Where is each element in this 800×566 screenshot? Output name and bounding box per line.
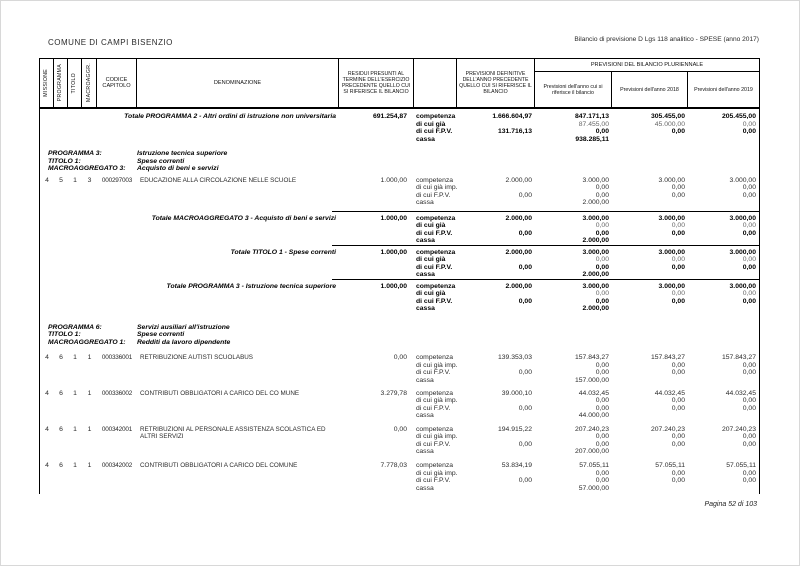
line-label: di cui già imp. [416,397,458,404]
col-header-prev-2019: Previsioni dell'anno 2019 [694,86,753,93]
row-denomination: RETRIBUZIONE AUTISTI SCUOLABUS [140,354,254,361]
amount-prev-anno: 0,00 [595,222,609,229]
amount-2018: 3.000,00 [658,248,685,256]
amount-prev-anno: 0,00 [595,404,609,412]
amount-2019: 0,00 [742,404,756,412]
amount-2018: 0,00 [671,477,685,484]
amount-prev-def: 0,00 [518,477,532,484]
row-denomination: EDUCAZIONE ALLA CIRCOLAZIONE NELLE SCUOLE [140,176,297,184]
line-label: cassa [416,376,434,384]
amount-2018: 3.000,00 [658,214,685,222]
line-label: di cui F.P.V. [416,128,453,135]
amount-prev-anno: 0,00 [595,263,609,271]
line-label: di cui già imp. [416,361,458,369]
amount-prev-anno: 0,00 [595,229,609,237]
col-header-macroaggr-label: MACROAGGR. [85,63,92,103]
line-label: di cui F.P.V. [416,263,453,271]
amount-prev-anno: 3.000,00 [582,214,609,222]
line-label: competenza [416,282,456,290]
amount-2018: 0,00 [671,256,685,263]
row-separator [332,279,759,280]
residui-amount: 1.000,00 [380,248,407,256]
code-missione: 4 [45,389,49,397]
amount-2018: 0,00 [671,361,685,369]
residui-amount: 0,00 [393,425,407,433]
amount-2018: 0,00 [671,191,685,199]
amount-2018: 207.240,23 [650,425,685,433]
amount-2018: 3.000,00 [658,282,685,290]
line-label: competenza [416,176,454,184]
code-titolo: 1 [73,425,77,433]
line-label: di cui F.P.V. [416,369,451,376]
line-label: competenza [416,389,454,397]
amount-2018: 0,00 [671,229,685,237]
amount-prev-anno: 0,00 [595,397,609,404]
amount-prev-anno: 938.285,11 [575,135,609,143]
code-missione: 4 [45,425,49,433]
section-header-line [40,158,759,166]
col-header-programma-label: PROGRAMMA [57,64,64,102]
amount-prev-def: 1.666.604,97 [492,113,532,120]
table-row [40,426,759,456]
section-value: Spese correnti [137,331,185,338]
pluriennale-title: PREVISIONI DEL BILANCIO PLURIENNALE [535,59,759,72]
col-header-prev-anno: Previsioni dell'anno cui si riferisce il bilancio [535,72,612,107]
section-label: TITOLO 1: [48,331,81,338]
amount-prev-anno: 2.000,00 [582,305,609,312]
col-header-prev-2018: Previsioni dell'anno 2018 [612,72,688,107]
table-row [40,283,759,313]
amount-2019: 0,00 [742,290,756,297]
line-label: di cui già [416,290,446,297]
col-header-missione-label: MISSIONE [43,69,50,97]
code-missione: 4 [45,176,49,184]
amount-prev-anno: 0,00 [595,361,609,369]
budget-table [39,58,760,494]
row-denomination: CONTRIBUTI OBBLIGATORI A CARICO DEL COMUNE [140,462,298,469]
line-label: competenza [416,113,456,120]
line-label: di cui già [416,120,446,128]
amount-prev-anno: 2.000,00 [582,271,609,278]
section-value: Servizi ausiliari all'istruzione [137,323,230,331]
table-row [40,354,759,384]
total-label: Totale PROGRAMMA 3 - Istruzione tecnica superiore [166,282,336,290]
code-titolo: 1 [73,389,77,397]
table-row [40,462,759,492]
amount-2018: 0,00 [671,184,685,191]
amount-2019: 0,00 [742,191,756,199]
amount-2018: 0,00 [671,369,685,376]
col-header-titolo [68,59,82,107]
amount-prev-anno: 0,00 [595,297,609,305]
amount-prev-def: 0,00 [518,229,532,237]
section-header-line [40,331,759,339]
amount-2018: 44.032,45 [654,389,685,397]
amount-2019: 0,00 [742,229,756,237]
amount-prev-anno: 0,00 [595,440,609,448]
amount-prev-anno: 57.055,11 [579,462,609,469]
code-macroaggr: 1 [87,354,92,361]
section-header-line [40,150,759,158]
amount-prev-def: 39.000,10 [501,389,532,397]
amount-2019: 3.000,00 [729,248,756,256]
amount-prev-def: 131.716,13 [497,128,532,135]
line-label: cassa [416,412,434,419]
amount-2018: 57.055,11 [655,462,685,469]
line-label: cassa [416,305,435,312]
line-label: competenza [416,354,454,361]
amount-prev-def: 53.834,19 [501,462,532,469]
line-label: cassa [416,271,435,278]
line-label: competenza [416,214,456,222]
line-label: di cui F.P.V. [416,229,453,237]
amount-2019: 0,00 [742,433,756,440]
capitolo-code: 000336001 [101,354,133,361]
amount-prev-anno: 0,00 [595,128,609,135]
amount-prev-anno: 3.000,00 [582,176,609,184]
amount-2018: 0,00 [671,404,685,412]
amount-prev-anno: 207.240,23 [574,425,609,433]
line-label: cassa [416,199,434,206]
amount-2019: 157.843,27 [721,354,756,361]
amount-prev-anno: 0,00 [595,369,609,376]
amount-2018: 3.000,00 [658,176,685,184]
amount-2018: 0,00 [671,469,685,477]
amount-prev-def: 0,00 [518,404,532,412]
amount-prev-anno: 0,00 [595,184,609,191]
line-label: di cui già imp. [416,433,458,440]
line-label: di cui F.P.V. [416,404,451,412]
line-label: di cui già imp. [416,184,458,191]
code-titolo: 1 [73,176,77,184]
col-header-residui: RESIDUI PRESUNTI AL TERMINE DELL'ESERCIZIO PRECEDENTE QUELLO CUI SI RIFERISCE IL BILANCIO [339,59,414,107]
col-header-spacer [414,59,457,107]
line-label: di cui già [416,222,446,229]
section-header-line [40,339,759,347]
col-header-denominazione: DENOMINAZIONE [137,59,339,107]
table-row [40,215,759,245]
amount-prev-anno: 0,00 [595,290,609,297]
report-title: Bilancio di previsione D Lgs 118 analitico - SPESE (anno 2017) [574,36,759,43]
col-header-macroaggr [82,59,97,107]
row-denomination: CONTRIBUTI OBBLIGATORI A CARICO DEL CO MUNE [140,389,300,397]
amount-2018: 0,00 [671,290,685,297]
amount-2019: 0,00 [742,184,756,191]
amount-2019: 0,00 [742,440,756,448]
line-label: cassa [416,448,434,455]
total-label: Totale PROGRAMMA 2 - Altri ordini di istruzione non universitaria [124,113,336,120]
amount-2019: 205.455,00 [721,113,756,120]
page-number: Pagina 52 di 103 [704,501,757,508]
amount-2019: 0,00 [742,361,756,369]
residui-amount: 1.000,00 [380,282,407,290]
line-label: cassa [416,237,435,244]
amount-prev-anno: 57.000,00 [578,484,609,492]
amount-2018: 0,00 [671,128,685,135]
capitolo-code: 000342001 [101,425,133,433]
col-header-missione [40,59,54,107]
line-label: di cui F.P.V. [416,440,451,448]
amount-prev-anno: 157.000,00 [574,376,609,384]
section-label: PROGRAMMA 6: [48,323,102,331]
capitolo-code: 000297003 [101,176,133,184]
row-separator [332,245,759,246]
section-label: MACROAGGREGATO 3: [48,165,126,172]
amount-prev-def: 139.353,03 [497,354,532,361]
residui-amount: 1.000,00 [380,214,407,222]
amount-prev-anno: 0,00 [595,477,609,484]
section-label: PROGRAMMA 3: [48,150,102,157]
residui-amount: 0,00 [393,354,407,361]
amount-2019: 207.240,23 [721,425,756,433]
amount-2019: 0,00 [742,469,756,477]
amount-prev-def: 0,00 [518,297,532,305]
amount-prev-def: 0,00 [518,191,532,199]
line-label: di cui F.P.V. [416,191,451,199]
section-header-line [40,324,759,332]
section-value: Istruzione tecnica superiore [137,150,228,157]
amount-prev-def: 2.000,00 [505,214,532,222]
amount-prev-def: 0,00 [518,263,532,271]
total-label: Totale TITOLO 1 - Spese correnti [230,248,336,256]
amount-2018: 305.455,00 [650,113,685,120]
amount-2019: 0,00 [742,222,756,229]
amount-2019: 44.032,45 [725,389,756,397]
table-row [40,390,759,420]
amount-2019: 57.055,11 [726,462,756,469]
section-value: Redditi da lavoro dipendente [137,338,231,346]
line-label: di cui F.P.V. [416,477,451,484]
code-macroaggr: 1 [87,462,92,469]
amount-prev-anno: 3.000,00 [582,282,609,290]
amount-prev-anno: 847.171,13 [574,113,609,120]
amount-2018: 0,00 [671,433,685,440]
line-label: competenza [416,425,454,433]
col-header-titolo-label: TITOLO [71,72,78,94]
amount-prev-def: 2.000,00 [505,248,532,256]
section-header [40,324,759,347]
total-label: Totale MACROAGGREGATO 3 - Acquisto di beni e servizi [151,214,336,222]
amount-prev-anno: 44.000,00 [578,412,609,419]
amount-2018: 157.843,27 [650,354,685,361]
amount-prev-anno: 0,00 [595,469,609,477]
amount-prev-def: 2.000,00 [505,176,532,184]
amount-prev-anno: 0,00 [595,191,609,199]
code-missione: 4 [45,462,49,469]
line-label: di cui F.P.V. [416,297,453,305]
amount-prev-def: 0,00 [518,369,532,376]
amount-2019: 0,00 [742,369,756,376]
row-separator [332,211,759,212]
amount-2019: 0,00 [742,297,756,305]
amount-2019: 3.000,00 [729,282,756,290]
col-header-previsioni-definitive: PREVISIONI DEFINITIVE DELL'ANNO PRECEDENTE QUELLO CUI SI RIFERISCE IL BILANCIO [457,59,535,107]
residui-amount: 3.279,78 [380,389,407,397]
capitolo-code: 000336002 [101,389,133,397]
amount-2019: 3.000,00 [729,176,756,184]
code-titolo: 1 [73,462,77,469]
amount-prev-def: 0,00 [518,440,532,448]
amount-2018: 0,00 [671,297,685,305]
section-label: TITOLO 1: [48,157,81,165]
amount-2019: 0,00 [742,263,756,271]
amount-prev-anno: 2.000,00 [582,199,609,206]
amount-2018: 0,00 [671,440,685,448]
line-label: competenza [416,248,456,256]
line-label: competenza [416,462,454,469]
amount-prev-anno: 207.000,00 [574,448,609,455]
code-macroaggr: 1 [87,389,92,397]
amount-2019: 0,00 [742,397,756,404]
section-value: Acquisto di beni e servizi [137,165,219,172]
residui-amount: 1.000,00 [380,176,407,184]
code-macroaggr: 3 [87,176,92,184]
col-header-programma [54,59,68,107]
col-header-pluriennale [535,59,759,107]
code-programma: 6 [59,425,63,433]
table-header [39,58,760,109]
section-label: MACROAGGREGATO 1: [48,338,126,346]
code-missione: 4 [45,354,49,361]
amount-prev-anno: 44.032,45 [578,389,609,397]
amount-prev-anno: 3.000,00 [582,248,609,256]
amount-2019: 0,00 [742,477,756,484]
code-programma: 6 [59,354,63,361]
amount-prev-def: 2.000,00 [505,282,532,290]
amount-2018: 45.000,00 [654,120,685,128]
amount-2018: 0,00 [671,222,685,229]
code-programma: 6 [59,462,63,469]
table-row [40,249,759,279]
col-header-codice-capitolo: CODICE CAPITOLO [97,59,137,107]
amount-prev-anno: 0,00 [595,433,609,440]
amount-2019: 3.000,00 [729,214,756,222]
line-label: di cui già [416,256,446,263]
code-macroaggr: 1 [87,425,92,433]
line-label: cassa [416,135,435,143]
table-row [40,177,759,207]
residui-amount: 691.254,87 [372,113,407,120]
amount-prev-anno: 87.455,00 [578,120,609,128]
amount-2019: 0,00 [742,120,756,128]
municipality-title: COMUNE DI CAMPI BISENZIO [48,38,173,47]
amount-2018: 0,00 [671,397,685,404]
amount-2019: 0,00 [742,256,756,263]
capitolo-code: 000342002 [101,462,133,469]
table-body [39,109,760,494]
residui-amount: 7.778,03 [380,462,407,469]
amount-prev-def: 194.915,22 [497,425,532,433]
code-programma: 5 [59,176,63,184]
section-header-line [40,165,759,173]
amount-2018: 0,00 [671,263,685,271]
amount-2019: 0,00 [742,128,756,135]
section-value: Spese correnti [137,157,185,165]
line-label: di cui già imp. [416,469,458,477]
amount-prev-anno: 2.000,00 [582,237,609,244]
amount-prev-anno: 157.843,27 [574,354,609,361]
line-label: cassa [416,484,434,492]
section-header [40,150,759,173]
amount-prev-anno: 0,00 [595,256,609,263]
row-denomination: RETRIBUZIONI AL PERSONALE ASSISTENZA SCOLASTICA ED ALTRI SERVIZI [140,425,326,440]
code-titolo: 1 [73,354,77,361]
code-programma: 6 [59,389,63,397]
table-row [40,113,759,143]
